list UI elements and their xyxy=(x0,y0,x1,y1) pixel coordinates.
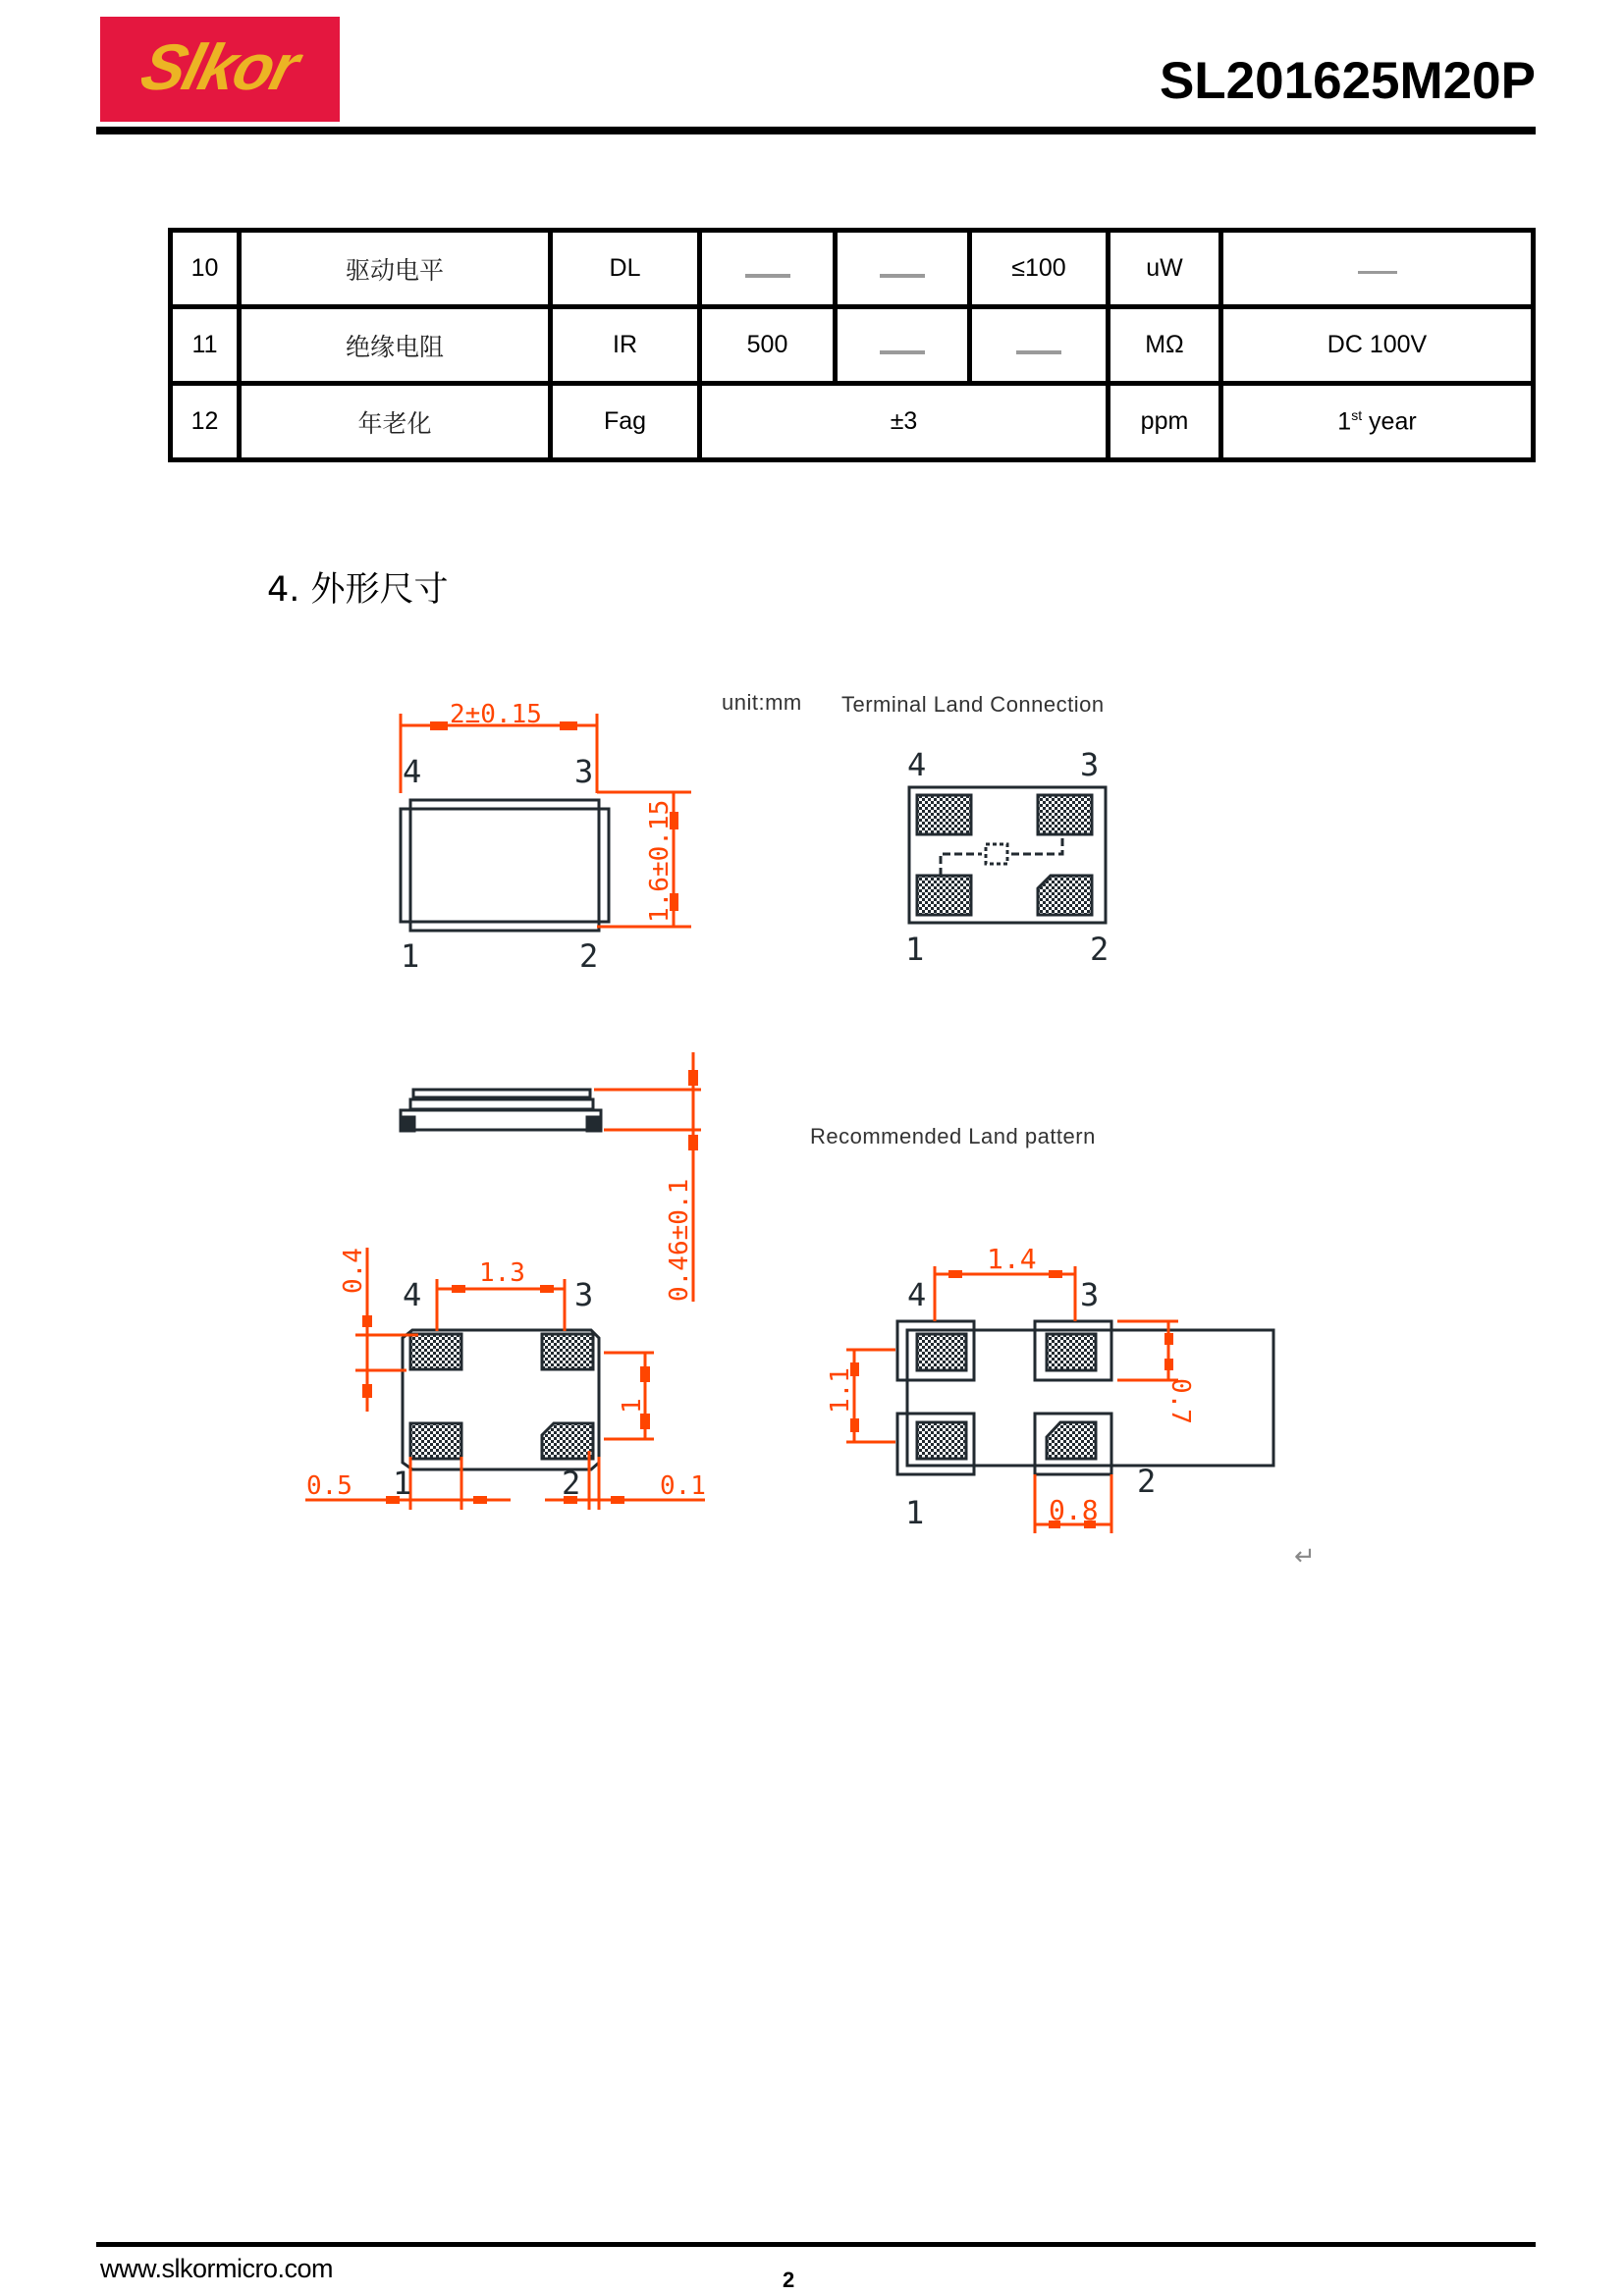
land-pattern-caption: Recommended Land pattern xyxy=(810,1124,1096,1148)
condition-superscript: st xyxy=(1351,406,1363,423)
website-link[interactable]: www.slkormicro.com xyxy=(100,2254,334,2283)
footer-divider xyxy=(96,2242,1536,2247)
page-number: 2 xyxy=(783,2268,795,2292)
dim-height: 1.6±0.15 xyxy=(645,799,675,923)
pin-label-1: 1 xyxy=(393,1465,412,1502)
dim-pad-pitch-y: 1 xyxy=(618,1398,647,1414)
parameter-name: 驱动电平 xyxy=(240,231,551,307)
pin-label-3: 3 xyxy=(1080,746,1100,783)
dim-land-w: 0.8 xyxy=(1049,1494,1099,1526)
min-value: 500 xyxy=(700,307,836,384)
symbol: Fag xyxy=(551,384,700,460)
unit: MΩ xyxy=(1109,307,1221,384)
pin-label-1: 1 xyxy=(905,1494,925,1531)
dim-edge-gap: 0.1 xyxy=(660,1471,706,1501)
condition: DC 100V xyxy=(1221,307,1534,384)
pin-label-1: 1 xyxy=(905,931,925,968)
dim-land-h: 0.7 xyxy=(1165,1378,1195,1424)
row-number: 11 xyxy=(171,307,240,384)
unit: ppm xyxy=(1109,384,1221,460)
dim-pad-h: 0.4 xyxy=(339,1248,368,1294)
pin-label-4: 4 xyxy=(907,746,927,783)
dim-pad-w: 0.5 xyxy=(306,1471,352,1501)
pin-label-3: 3 xyxy=(1080,1276,1100,1313)
pad-view xyxy=(403,1330,599,1469)
parameter-name: 绝缘电阻 xyxy=(240,307,551,384)
section-title: 4. 外形尺寸 xyxy=(267,570,449,610)
unit-label: unit:mm xyxy=(722,690,802,715)
pin-label-2: 2 xyxy=(562,1465,581,1502)
pin-label-2: 2 xyxy=(1137,1463,1157,1500)
dim-land-pitch-y: 1.1 xyxy=(826,1367,855,1414)
dim-thickness: 0.46±0.1 xyxy=(665,1178,694,1302)
symbol: IR xyxy=(551,307,700,384)
parameter-name: 年老化 xyxy=(240,384,551,460)
pin-label-2: 2 xyxy=(1090,931,1110,968)
pin-label-3: 3 xyxy=(574,1276,594,1313)
pin-label-4: 4 xyxy=(907,1276,927,1313)
land-pattern-view xyxy=(897,1321,1273,1474)
dim-width: 2±0.15 xyxy=(450,700,542,729)
terminal-land-caption: Terminal Land Connection xyxy=(841,692,1105,717)
row-number: 10 xyxy=(171,231,240,307)
condition-tail: year xyxy=(1362,407,1417,436)
merged-value: ±3 xyxy=(700,384,1109,460)
terminal-view xyxy=(909,787,1106,923)
symbol: DL xyxy=(551,231,700,307)
part-number-title: SL201625M20P xyxy=(1159,52,1536,110)
max-value: ≤100 xyxy=(970,231,1109,307)
row-number: 12 xyxy=(171,384,240,460)
dim-pad-pitch-x: 1.3 xyxy=(479,1258,525,1288)
land-pattern-dimensions xyxy=(846,1266,1178,1533)
top-view xyxy=(401,800,609,931)
condition-base: 1 xyxy=(1337,407,1352,436)
pin-label-1: 1 xyxy=(401,937,420,975)
pin-label-4: 4 xyxy=(403,1276,422,1313)
pin-label-3: 3 xyxy=(574,753,594,790)
pin-label-4: 4 xyxy=(403,753,422,790)
unit: uW xyxy=(1109,231,1221,307)
pin-label-2: 2 xyxy=(579,937,599,975)
side-view xyxy=(401,1090,601,1131)
logo-text: Slkor xyxy=(135,29,305,103)
return-mark-icon: ↵ xyxy=(1294,1541,1316,1571)
dim-land-pitch-x: 1.4 xyxy=(987,1243,1037,1275)
